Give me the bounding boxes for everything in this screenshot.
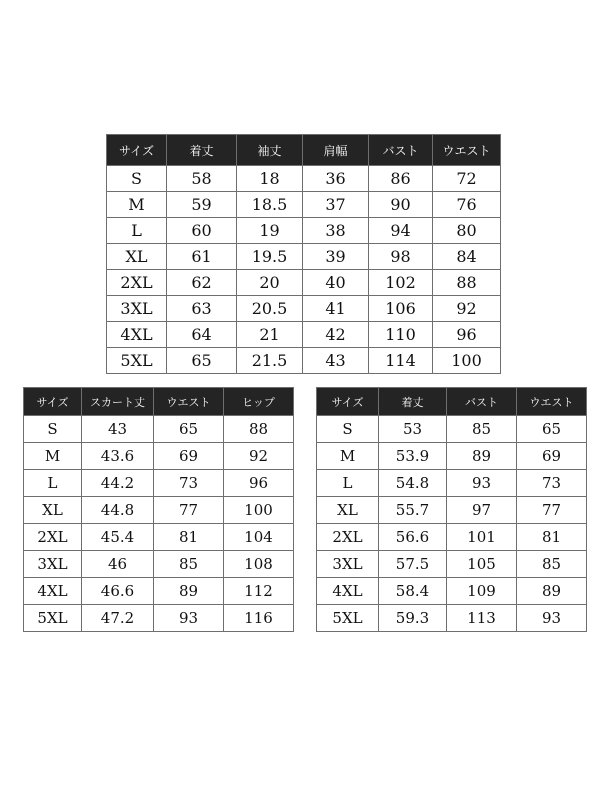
measurement-cell: 20: [237, 270, 303, 296]
measurement-cell: 43: [303, 348, 369, 374]
column-header: 袖丈: [237, 135, 303, 166]
column-header: スカート丈: [82, 388, 154, 416]
measurement-cell: 56.6: [379, 524, 447, 551]
measurement-cell: 21: [237, 322, 303, 348]
measurement-cell: 55.7: [379, 497, 447, 524]
measurement-cell: 58.4: [379, 578, 447, 605]
measurement-cell: 77: [517, 497, 587, 524]
table-header: [317, 388, 587, 416]
measurement-cell: 60: [167, 218, 237, 244]
skirt-size-table: [23, 387, 294, 632]
measurement-cell: 97: [447, 497, 517, 524]
size-cell: M: [317, 443, 379, 470]
table-header: [107, 135, 501, 166]
table-body: [24, 416, 294, 632]
measurement-cell: 69: [154, 443, 224, 470]
size-cell: 2XL: [317, 524, 379, 551]
header-row: [24, 388, 294, 416]
top-size-table: [106, 134, 501, 374]
measurement-cell: 46.6: [82, 578, 154, 605]
measurement-cell: 92: [224, 443, 294, 470]
column-header: サイズ: [24, 388, 82, 416]
measurement-cell: 110: [369, 322, 433, 348]
table-row: [24, 524, 294, 551]
measurement-cell: 19.5: [237, 244, 303, 270]
measurement-cell: 39: [303, 244, 369, 270]
measurement-cell: 104: [224, 524, 294, 551]
size-cell: 5XL: [107, 348, 167, 374]
measurement-cell: 65: [167, 348, 237, 374]
measurement-cell: 109: [447, 578, 517, 605]
measurement-cell: 85: [447, 416, 517, 443]
measurement-cell: 88: [224, 416, 294, 443]
measurement-cell: 93: [517, 605, 587, 632]
measurement-cell: 57.5: [379, 551, 447, 578]
measurement-cell: 84: [433, 244, 501, 270]
measurement-cell: 19: [237, 218, 303, 244]
measurement-cell: 113: [447, 605, 517, 632]
measurement-cell: 58: [167, 166, 237, 192]
measurement-cell: 59: [167, 192, 237, 218]
table-row: [24, 443, 294, 470]
size-cell: S: [24, 416, 82, 443]
table-body: [317, 416, 587, 632]
measurement-cell: 89: [154, 578, 224, 605]
table-row: [107, 166, 501, 192]
measurement-cell: 89: [517, 578, 587, 605]
size-cell: 5XL: [317, 605, 379, 632]
measurement-cell: 101: [447, 524, 517, 551]
size-cell: 4XL: [24, 578, 82, 605]
table-row: [24, 605, 294, 632]
table-row: [317, 497, 587, 524]
measurement-cell: 62: [167, 270, 237, 296]
measurement-cell: 100: [433, 348, 501, 374]
size-cell: 3XL: [317, 551, 379, 578]
measurement-cell: 89: [447, 443, 517, 470]
measurement-cell: 54.8: [379, 470, 447, 497]
column-header: ウエスト: [517, 388, 587, 416]
size-cell: XL: [24, 497, 82, 524]
measurement-cell: 94: [369, 218, 433, 244]
measurement-cell: 38: [303, 218, 369, 244]
measurement-cell: 53: [379, 416, 447, 443]
measurement-cell: 81: [154, 524, 224, 551]
column-header: ウエスト: [433, 135, 501, 166]
measurement-cell: 86: [369, 166, 433, 192]
measurement-cell: 63: [167, 296, 237, 322]
table-row: [24, 497, 294, 524]
table-row: [107, 218, 501, 244]
measurement-cell: 53.9: [379, 443, 447, 470]
measurement-cell: 40: [303, 270, 369, 296]
measurement-cell: 65: [154, 416, 224, 443]
table-row: [317, 416, 587, 443]
measurement-cell: 85: [517, 551, 587, 578]
measurement-cell: 93: [154, 605, 224, 632]
table-row: [317, 605, 587, 632]
measurement-cell: 92: [433, 296, 501, 322]
measurement-cell: 43.6: [82, 443, 154, 470]
measurement-cell: 108: [224, 551, 294, 578]
size-cell: 3XL: [107, 296, 167, 322]
size-cell: S: [317, 416, 379, 443]
measurement-cell: 61: [167, 244, 237, 270]
measurement-cell: 47.2: [82, 605, 154, 632]
measurement-cell: 20.5: [237, 296, 303, 322]
size-cell: M: [24, 443, 82, 470]
measurement-cell: 105: [447, 551, 517, 578]
column-header: 着丈: [379, 388, 447, 416]
column-header: 肩幅: [303, 135, 369, 166]
measurement-cell: 93: [447, 470, 517, 497]
table-row: [107, 270, 501, 296]
size-cell: M: [107, 192, 167, 218]
header-row: [107, 135, 501, 166]
measurement-cell: 36: [303, 166, 369, 192]
measurement-cell: 37: [303, 192, 369, 218]
measurement-cell: 44.8: [82, 497, 154, 524]
measurement-cell: 44.2: [82, 470, 154, 497]
size-cell: 2XL: [107, 270, 167, 296]
measurement-cell: 59.3: [379, 605, 447, 632]
table-body: [107, 166, 501, 374]
table-row: [317, 470, 587, 497]
header-row: [317, 388, 587, 416]
measurement-cell: 43: [82, 416, 154, 443]
column-header: サイズ: [317, 388, 379, 416]
table-header: [24, 388, 294, 416]
measurement-cell: 96: [224, 470, 294, 497]
measurement-cell: 41: [303, 296, 369, 322]
measurement-cell: 80: [433, 218, 501, 244]
measurement-cell: 114: [369, 348, 433, 374]
measurement-cell: 102: [369, 270, 433, 296]
measurement-cell: 85: [154, 551, 224, 578]
size-cell: L: [107, 218, 167, 244]
size-cell: 3XL: [24, 551, 82, 578]
measurement-cell: 73: [154, 470, 224, 497]
measurement-cell: 112: [224, 578, 294, 605]
table-row: [107, 192, 501, 218]
measurement-cell: 42: [303, 322, 369, 348]
size-cell: XL: [317, 497, 379, 524]
table-row: [107, 322, 501, 348]
inner-size-table: [316, 387, 587, 632]
measurement-cell: 72: [433, 166, 501, 192]
measurement-cell: 88: [433, 270, 501, 296]
column-header: ヒップ: [224, 388, 294, 416]
table-row: [107, 244, 501, 270]
measurement-cell: 69: [517, 443, 587, 470]
column-header: バスト: [447, 388, 517, 416]
measurement-cell: 96: [433, 322, 501, 348]
measurement-cell: 46: [82, 551, 154, 578]
table-row: [107, 348, 501, 374]
table-row: [24, 470, 294, 497]
column-header: サイズ: [107, 135, 167, 166]
size-cell: S: [107, 166, 167, 192]
measurement-cell: 81: [517, 524, 587, 551]
measurement-cell: 21.5: [237, 348, 303, 374]
table-row: [317, 524, 587, 551]
size-cell: XL: [107, 244, 167, 270]
measurement-cell: 45.4: [82, 524, 154, 551]
table-row: [24, 551, 294, 578]
measurement-cell: 98: [369, 244, 433, 270]
table-row: [317, 443, 587, 470]
measurement-cell: 100: [224, 497, 294, 524]
measurement-cell: 18.5: [237, 192, 303, 218]
table-row: [24, 416, 294, 443]
measurement-cell: 76: [433, 192, 501, 218]
table-row: [317, 551, 587, 578]
table-row: [24, 578, 294, 605]
measurement-cell: 64: [167, 322, 237, 348]
size-cell: L: [24, 470, 82, 497]
measurement-cell: 106: [369, 296, 433, 322]
measurement-cell: 73: [517, 470, 587, 497]
size-cell: 4XL: [317, 578, 379, 605]
measurement-cell: 116: [224, 605, 294, 632]
measurement-cell: 77: [154, 497, 224, 524]
column-header: 着丈: [167, 135, 237, 166]
measurement-cell: 90: [369, 192, 433, 218]
size-cell: 4XL: [107, 322, 167, 348]
size-cell: 2XL: [24, 524, 82, 551]
measurement-cell: 65: [517, 416, 587, 443]
table-row: [317, 578, 587, 605]
size-cell: 5XL: [24, 605, 82, 632]
column-header: バスト: [369, 135, 433, 166]
column-header: ウエスト: [154, 388, 224, 416]
measurement-cell: 18: [237, 166, 303, 192]
size-cell: L: [317, 470, 379, 497]
table-row: [107, 296, 501, 322]
